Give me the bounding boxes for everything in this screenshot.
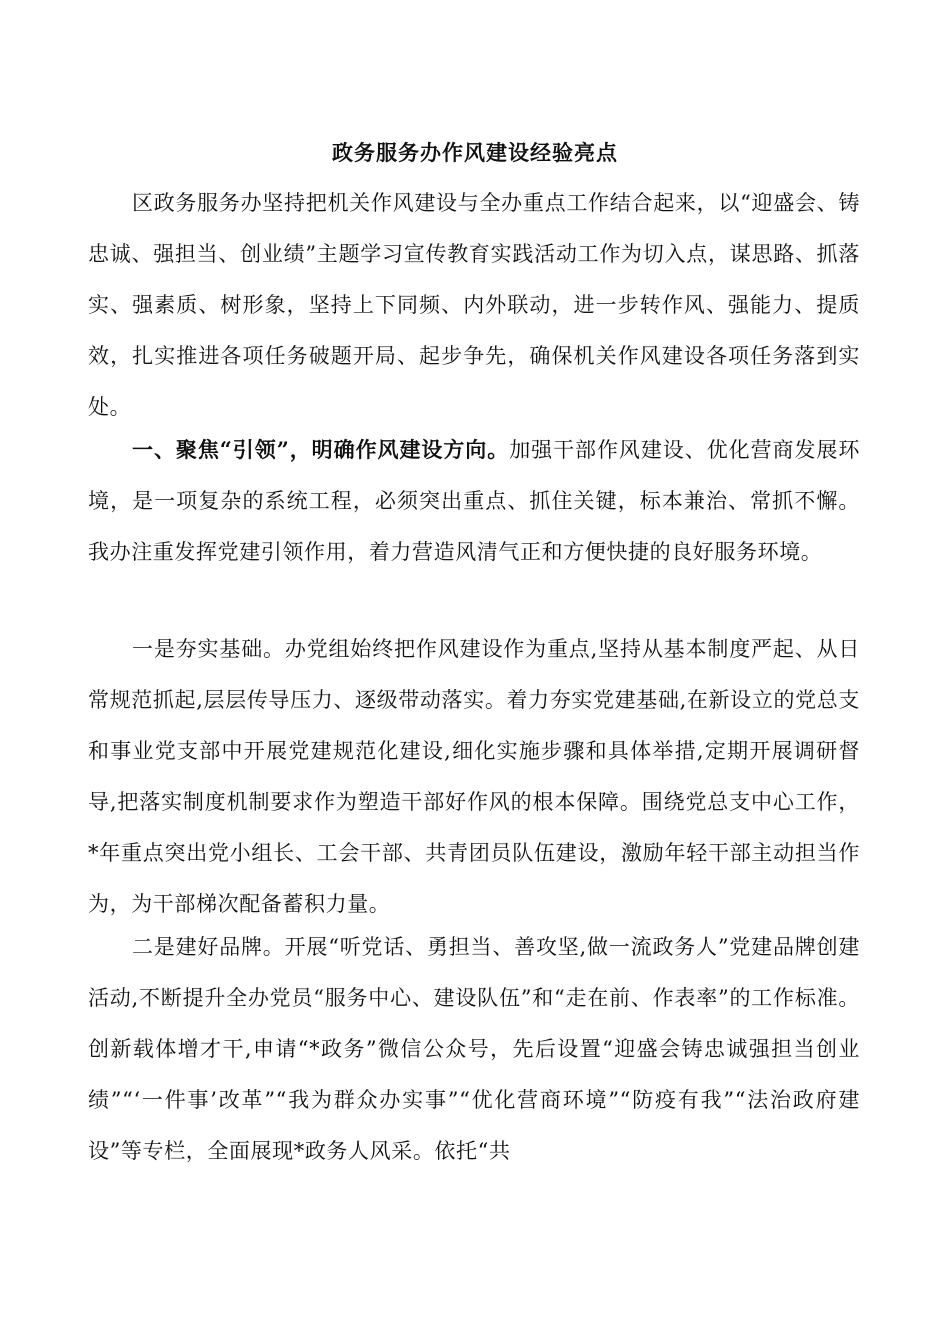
paragraph-text: 一是夯实基础。办党组始终把作风建设作为重点,坚持从基本制度严起、从日常规范抓起,层层传导压力、逐级带动落实。着力夯实党建基础,在新设立的党总支和事业党支部中开展党建规范化建设,细化实施步骤和具体举措,定期开展调研督导,把落实制度机制要求作为塑造干部好作风的根本保障。围绕党总支中心工作，*年重点突出党小组长、工会干部、共青团员队伍建设，激励年轻干部主动担当作为，为干部梯次配备蓄积力量。 [88,637,860,916]
paragraph-intro [88,178,860,433]
paragraph-text: 区政务服务办坚持把机关作风建设与全办重点工作结合起来，以“迎盛会、铸忠诚、强担当、创业绩”主题学习宣传教育实践活动工作为切入点，谋思路、抓落实、强素质、树形象，坚持上下同频、内外联动，进一步转作风、强能力、提质效，扎实推进各项任务破题开局、起步争先，确保机关作风建设各项任务落到实处。 [88,191,860,419]
paragraph-brand [88,922,860,1177]
section-heading: 一、聚焦“引领”，明确作风建设方向。 [132,437,510,462]
paragraph-text: 加强干部作风建设、优化营商发展环境，是一项复杂的系统工程，必须突出重点、抓住关键，标本兼治、常抓不懈。我办注重发挥党建引领作用，着力营造风清气正和方便快捷的良好服务环境。 [88,438,860,564]
paragraph-section-one [88,424,860,578]
paragraph-foundation [88,624,860,930]
paragraph-text: 二是建好品牌。开展“听党话、勇担当、善攻坚,做一流政务人”党建品牌创建活动,不断提升全办党员“服务中心、建设队伍”和“走在前、作表率”的工作标准。创新载体增才干,申请“*政务”微信公众号，先后设置“迎盛会铸忠诚强担当创业绩”“‘一件事’改革”“我为群众办实事”“优化营商环境”“防疫有我”“法治政府建设”等专栏，全面展现*政务人风采。依托“共 [88,935,860,1163]
document-title: 政务服务办作风建设经验亮点 [332,140,618,165]
